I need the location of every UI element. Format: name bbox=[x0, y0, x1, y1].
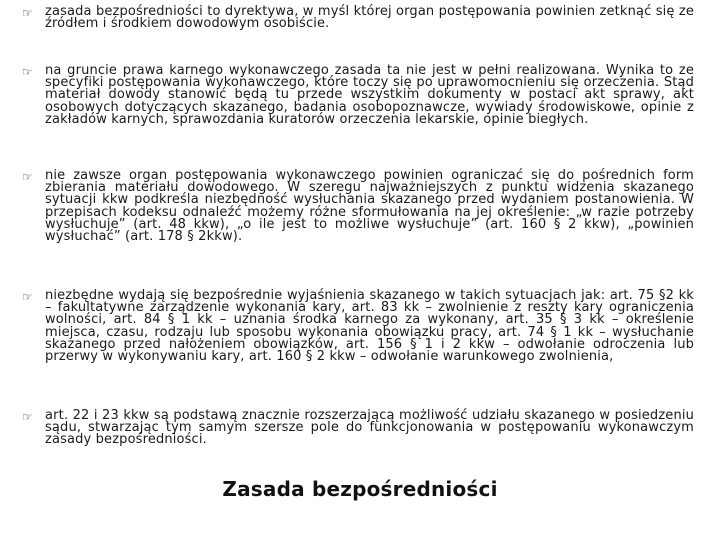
list-item bbox=[22, 290, 694, 363]
hand-pointing-icon: ☞ bbox=[22, 170, 33, 184]
list-item bbox=[22, 65, 694, 126]
bullet-text: niezbędne wydają się bezpośrednie wyjaśnienia skazanego w takich sytuacjach jak: art. 75 §2 kk – fakultatywne zarządzenie wykonania kary, art. 83 kk – zwolnienie z reszty kary ograniczenia wolności, art. 84 § 1 kk – uznania środka karnego za wykonany, art. 35 § 3 kk – określenie miejsca, czasu, rodzaju lub sposobu wykonania obowiązku pracy, art. 74 § 1 kk – wysłuchanie skazanego przed nałożeniem obowiązków, art. 156 § 1 i 2 kkw – odwołanie odroczenia lub przerwy w wykonywaniu kary, art. 160 § 2 kkw – odwołanie warunkowego zwolnienia, bbox=[45, 288, 694, 365]
hand-pointing-icon: ☞ bbox=[22, 6, 33, 20]
list-item bbox=[22, 6, 694, 30]
list-item bbox=[22, 170, 694, 243]
bullet-text: zasada bezpośredniości to dyrektywa, w myśl której organ postępowania powinien zetknąć się ze źródłem i środkiem dowodowym osobiście. bbox=[45, 4, 694, 32]
slide-title: Zasada bezpośredniości bbox=[222, 477, 498, 501]
bullet-text: nie zawsze organ postępowania wykonawczego powinien ograniczać się do pośrednich form zbierania materiału dowodowego. W szeregu najważniejszych z punktu widzenia skazanego sytuacji kkw podkreśla niezbędność wysłuchania skazanego przed wydaniem postanowienia. W przepisach kodeksu odnaleźć możemy różne sformułowania na jej określenie: „w razie potrzeby wysłuchuje” (art. 48 kkw), „o ile jest to możliwe wysłuchuje” (art. 160 § 2 kkw), „powinien wysłuchać” (art. 178 § 2kkw). bbox=[45, 168, 694, 245]
bullet-text: art. 22 i 23 kkw są podstawą znacznie rozszerzającą możliwość udziału skazanego w posiedzeniu sądu, stwarzając tym samym szersze pole do funkcjonowania w postępowaniu wykonawczym zasady bezpośredniości. bbox=[45, 408, 694, 448]
hand-pointing-icon: ☞ bbox=[22, 65, 33, 79]
hand-pointing-icon: ☞ bbox=[22, 410, 33, 424]
hand-pointing-icon: ☞ bbox=[22, 290, 33, 304]
bullet-text: na gruncie prawa karnego wykonawczego zasada ta nie jest w pełni realizowana. Wynika to ze specyfiki postępowania wykonawczego, które toczy się po uprawomocnieniu się orzeczenia. Stąd materiał dowody stanowić będą tu przede wszystkim dokumenty w postaci akt sprawy, akt osobowych dotyczących skazanego, badania osobopoznawcze, wywiady środowiskowe, opinie z zakładów karnych, sprawozdania kuratorów orzeczenia lekarskie, opinie biegłych. bbox=[45, 63, 694, 127]
list-item bbox=[22, 410, 694, 447]
